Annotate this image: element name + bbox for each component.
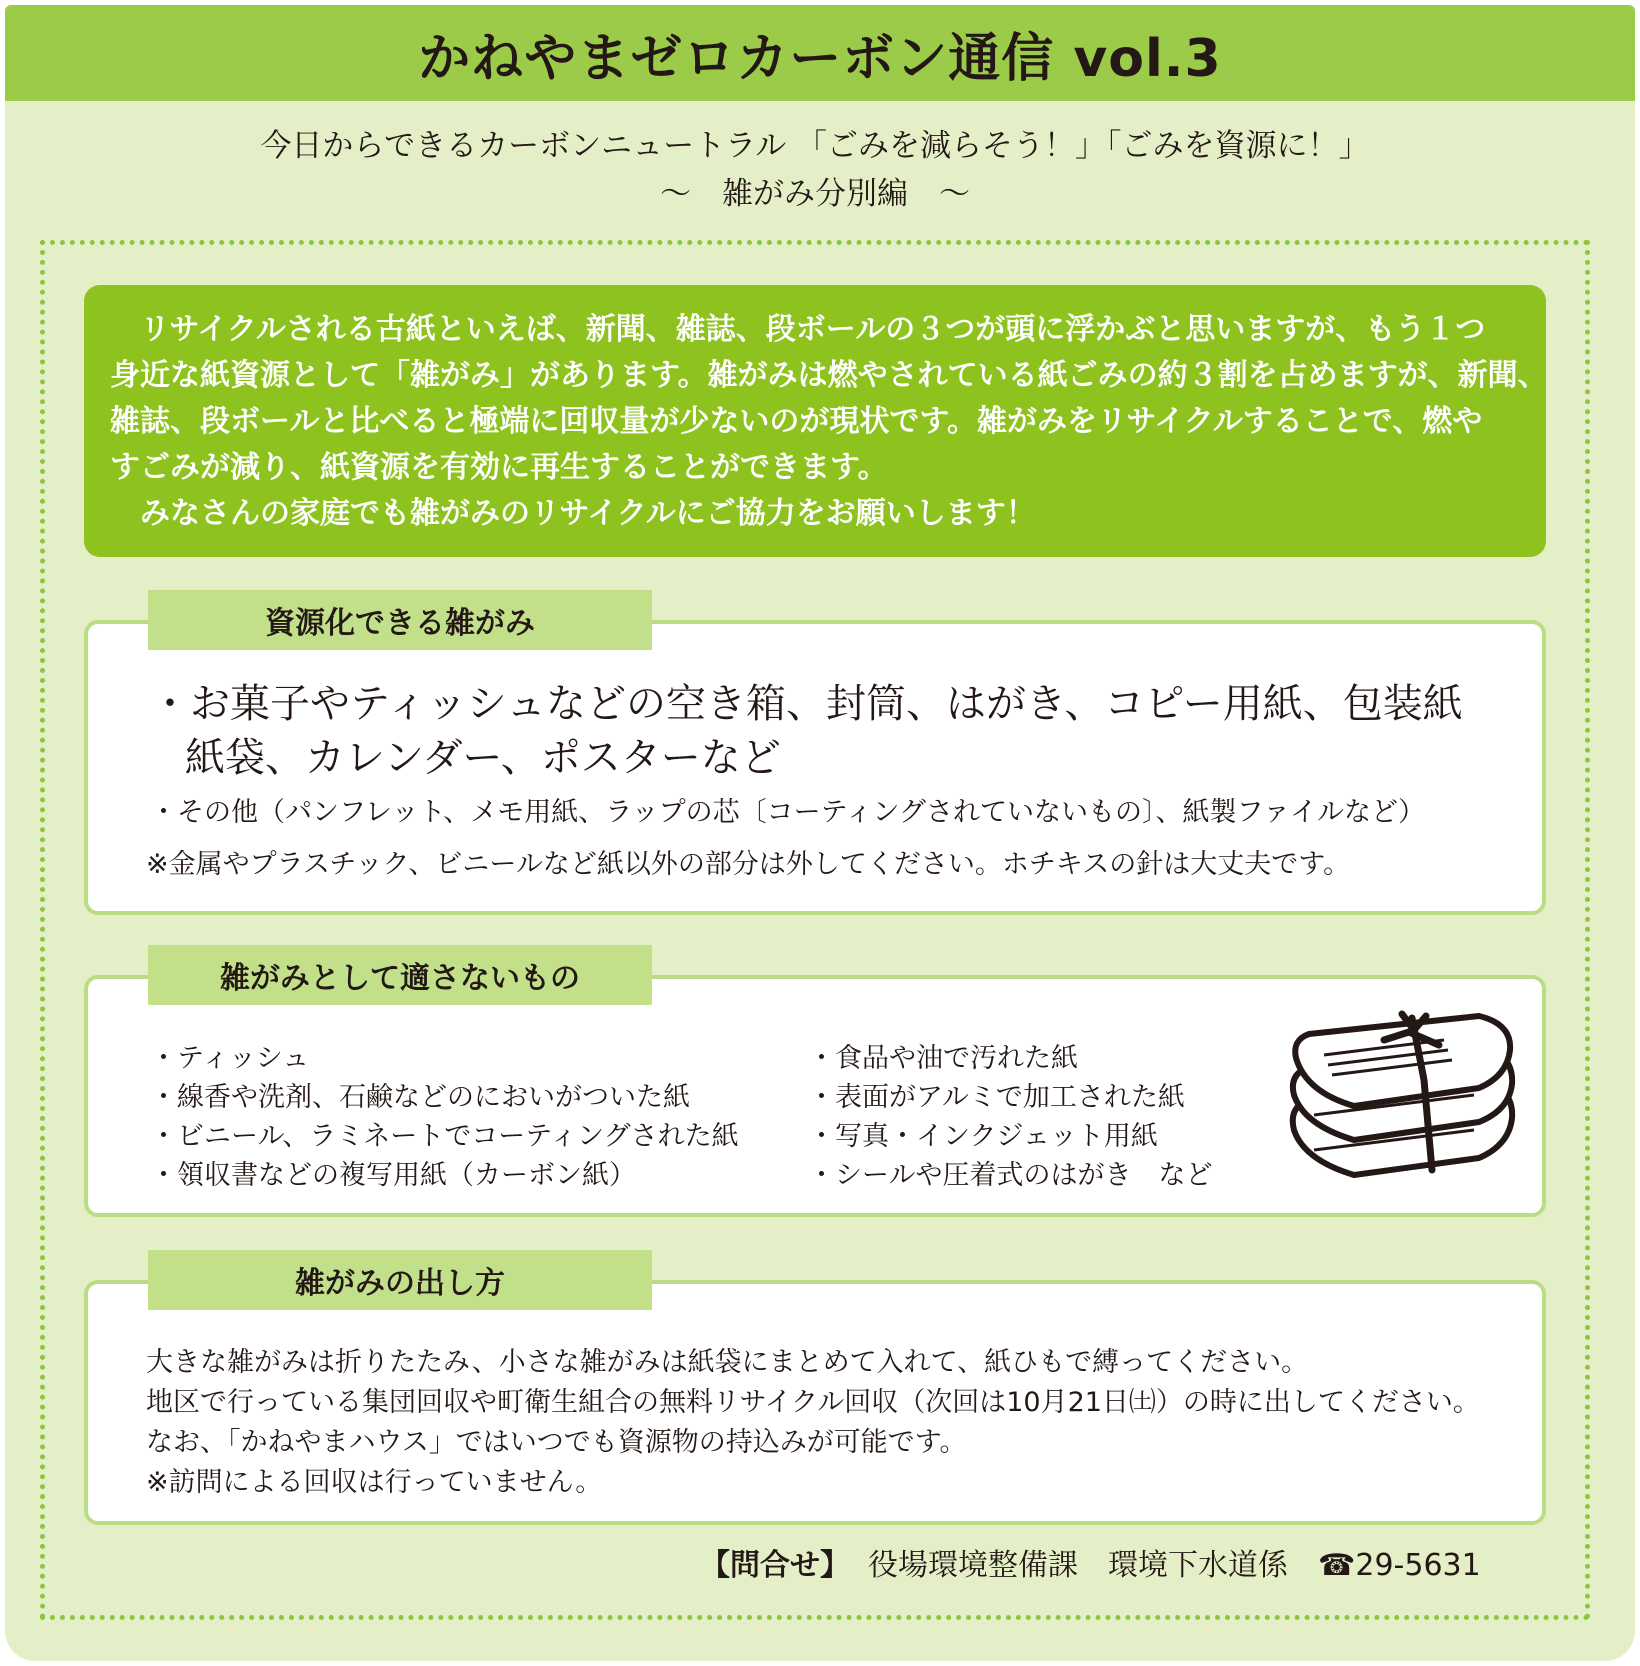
unsuitable-item: ・写真・インクジェット用紙 (808, 1121, 1158, 1152)
intro-line: 雑誌、段ボールと比べると極端に回収量が少ないのが現状です。雑がみをリサイクルすることで、燃や (110, 404, 1483, 439)
contact-phone: 29-5631 (1355, 1548, 1481, 1583)
unsuitable-item: ・食品や油で汚れた紙 (808, 1043, 1078, 1074)
recyclable-other-line: ・その他（パンフレット、メモ用紙、ラップの芯〔コーティングされていないもの〕、紙製ファイルなど） (150, 797, 1425, 828)
section-recyclable-label: 資源化できる雑がみ (148, 590, 652, 650)
howto-line: ※訪問による回収は行っていません。 (146, 1467, 603, 1498)
title-bar (5, 5, 1635, 101)
contact-info (700, 1540, 1481, 1584)
intro-box (84, 285, 1546, 557)
unsuitable-item: ・領収書などの複写用紙（カーボン紙） (150, 1160, 636, 1191)
howto-line: 大きな雑がみは折りたたみ、小さな雑がみは紙袋にまとめて入れて、紙ひもで縛ってください。 (146, 1347, 1309, 1378)
unsuitable-item: ・ティッシュ (150, 1043, 310, 1074)
intro-line: リサイクルされる古紙といえば、新聞、雑誌、段ボールの３つが頭に浮かぶと思いますが、もう１つ (110, 312, 1486, 347)
contact-label: 【問合せ】 (700, 1548, 850, 1583)
unsuitable-item: ・線香や洗剤、石鹸などのにおいがついた紙 (150, 1082, 690, 1113)
unsuitable-item: ・ビニール、ラミネートでコーティングされた紙 (150, 1121, 739, 1152)
intro-line: すごみが減り、紙資源を有効に再生することができます。 (110, 450, 888, 485)
howto-line: なお、「かねやまハウス」ではいつでも資源物の持込みが可能です。 (146, 1427, 967, 1458)
contact-dept: 役場環境整備課 (868, 1548, 1078, 1583)
subtitle-line1: 今日からできるカーボンニュートラル 「ごみを減らそう！」「ごみを資源に！」 (260, 128, 1370, 164)
section-unsuitable-label: 雑がみとして適さないもの (148, 945, 652, 1005)
recyclable-main-line2: 紙袋、カレンダー、ポスターなど (185, 735, 781, 781)
section-howto-label: 雑がみの出し方 (148, 1250, 652, 1310)
newspaper-bundle-icon (1284, 1010, 1524, 1180)
intro-line: 身近な紙資源として「雑がみ」があります。雑がみは燃やされている紙ごみの約３割を占めますが、新聞、 (110, 358, 1548, 393)
contact-section: 環境下水道係 (1108, 1548, 1288, 1583)
subtitle-line2: ～ 雑がみ分別編 ～ (660, 176, 970, 212)
page-title: かねやまゼロカーボン通信 vol.3 (418, 28, 1222, 89)
unsuitable-item: ・シールや圧着式のはがき など (808, 1160, 1213, 1191)
intro-line: みなさんの家庭でも雑がみのリサイクルにご協力をお願いします！ (110, 496, 1036, 531)
howto-line: 地区で行っている集団回収や町衛生組合の無料リサイクル回収（次回は10月21日㈯）の時に出してください。 (146, 1387, 1480, 1418)
phone-icon: ☎ (1318, 1548, 1356, 1583)
recyclable-note: ※金属やプラスチック、ビニールなど紙以外の部分は外してください。ホチキスの針は大丈夫です。 (146, 849, 1351, 880)
unsuitable-item: ・表面がアルミで加工された紙 (808, 1082, 1185, 1113)
recyclable-main-line1: ・お菓子やティッシュなどの空き箱、封筒、はがき、コピー用紙、包装紙 (150, 681, 1463, 727)
